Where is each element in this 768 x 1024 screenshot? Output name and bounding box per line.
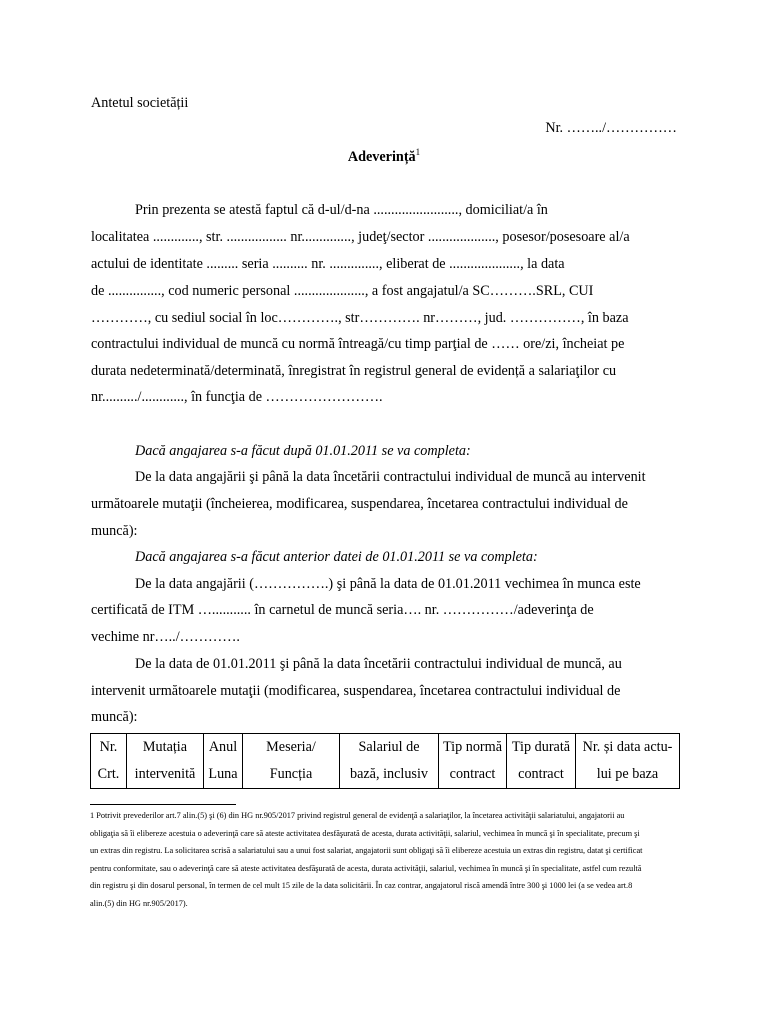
mutations-table: [90, 733, 680, 789]
footnote-divider: [90, 804, 236, 805]
body-line: …………, cu sediul social în loc…………., str…………. nr………, jud. ……………, în baza: [91, 310, 629, 326]
section-line: De la data angajării şi până la data încetării contractului individual de muncă au intervenit: [135, 469, 646, 485]
section-line: vechime nr…../………….: [91, 629, 240, 645]
section-line: următoarele mutaţii (încheierea, modificarea, suspendarea, încetarea contractului individual de: [91, 496, 628, 512]
footnote-line: alin.(5) din HG nr.905/2017).: [90, 898, 188, 908]
table-header-row: [91, 734, 680, 789]
section-heading-before-2011: Dacă angajarea s-a făcut anterior datei de 01.01.2011 se va completa:: [135, 549, 538, 565]
document-title: [0, 147, 768, 166]
table-header-cell: Tip durată contract: [507, 734, 576, 789]
footnote: [90, 807, 676, 913]
footnote-line: un extras din registru. La solicitarea scrisă a salariatului sau a unui fost salariat, angajatorii sunt obligaţi să îi elibereze acestuia un extras din registru, datat şi certificat: [90, 846, 643, 856]
body-line: localitatea ............., str. ................. nr.............., judeţ/sector ..................., posesor/posesoare al/a: [91, 229, 630, 245]
section-line: intervenit următoarele mutaţii (modificarea, suspendarea, încetarea contractului individual de: [91, 683, 621, 699]
footnote-line: din registru şi din dosarul personal, în termen de cel mult 15 zile de la data solicitării. În caz contrar, angajatorul riscă amendă între 300 şi 1000 lei (a se vedea art.8: [90, 881, 633, 891]
section-line: De la data angajării (…………….) şi până la data de 01.01.2011 vechimea în munca este: [135, 576, 641, 592]
company-letterhead-label: Antetul societății: [91, 95, 189, 111]
body-line: contractului individual de muncă cu normă întreagă/cu timp parţial de …… ore/zi, încheiat pe: [91, 336, 625, 352]
table-header-cell: Anul Luna: [204, 734, 243, 789]
body-line: de ..............., cod numeric personal ...................., a fost angajatul/a SC……….SRL, CUI: [91, 283, 594, 299]
footnote-line: obligaţia să îi elibereze acestuia o adeverinţă care să ateste activitatea desfăşurată de acesta, durata activităţii, salariul, vechimea în muncă şi în specialitate, precum şi: [90, 828, 640, 838]
section-line: De la data de 01.01.2011 şi până la data încetării contractului individual de muncă, au: [135, 656, 622, 672]
section-line: muncă):: [91, 523, 138, 539]
body-line: nr........../............, în funcţia de …………………….: [91, 389, 383, 405]
body-line: actului de identitate ......... seria .......... nr. .............., eliberat de ...................., la data: [91, 256, 565, 272]
table-header-cell: Tip normă contract: [439, 734, 507, 789]
body-line: Prin prezenta se atestă faptul că d-ul/d-na ........................, domiciliat/a în: [135, 202, 548, 218]
table-header-cell: Meseria/ Funcția: [243, 734, 340, 789]
table-header-cell: Nr. și data actu- lui pe baza: [576, 734, 680, 789]
footnote-line: 1 Potrivit prevederilor art.7 alin.(5) şi (6) din HG nr.905/2017 privind registrul general de evidenţă a salariaţilor, la încetarea activităţii salariatului, angajatorii au: [90, 811, 625, 820]
table-header-cell: Nr. Crt.: [91, 734, 127, 789]
footnote-ref: 1: [415, 147, 421, 157]
title-text: Adeverință: [347, 149, 416, 165]
table-header-cell: Salariul de bază, inclusiv: [340, 734, 439, 789]
document-number: Nr. ……../……………: [545, 120, 677, 136]
table-header-cell: Mutația intervenită: [127, 734, 204, 789]
section-line: muncă):: [91, 709, 138, 725]
footnote-line: pentru conformitate, sau o adeverinţă care să ateste activitatea desfăşurată de acesta, durata activităţii, salariul, vechimea în muncă şi în specialitate, astfel cum rezultă: [90, 863, 642, 873]
section-line: certificată de ITM …........... în carnetul de muncă seria…. nr. ……………/adeverinţa de: [91, 602, 594, 618]
section-heading-after-2011: Dacă angajarea s-a făcut după 01.01.2011 se va completa:: [135, 443, 471, 459]
body-line: durata nedeterminată/determinată, înregistrat în registrul general de evidență a salariaţilor cu: [91, 363, 617, 379]
